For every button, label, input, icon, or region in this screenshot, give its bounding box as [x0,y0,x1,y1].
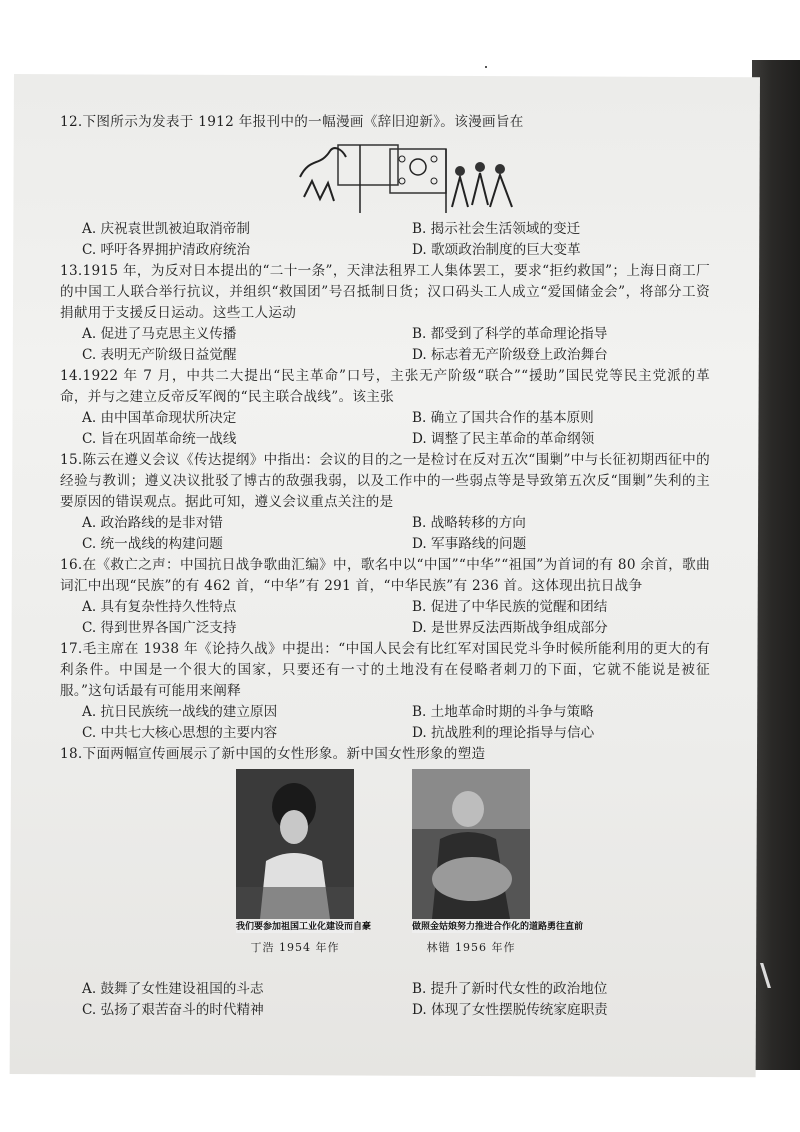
question-15-options [60,513,710,555]
option-c: C. 呼吁各界拥护清政府统治 [82,242,251,258]
option-b: B. 都受到了科学的革命理论指导 [412,326,608,342]
option-d: D. 调整了民主革命的革命纲领 [412,431,595,447]
question-list [60,112,710,1021]
option-d: D. 体现了女性摆脱传统家庭职责 [412,1002,608,1018]
option-b: B. 战略转移的方向 [412,515,526,531]
poster-2-credit: 林锴 1956 年作 [426,941,516,954]
question-16-stem: 16.在《救亡之声：中国抗日战争歌曲汇编》中，歌名中以“中国”“中华”“祖国”为首词的有 80 余首，歌曲词汇中出现“民族”的有 462 首，“中华”有 291 首，“中华民族”有 236 首。这体现出抗日战争 [60,557,710,594]
poster-1-credit: 丁浩 1954 年作 [250,941,340,954]
option-a: A. 由中国革命现状所决定 [82,410,237,426]
poster-2-image [412,769,530,919]
poster-1-banner: 我们要参加祖国工业化建设而自豪 [236,922,372,932]
question-17-stem: 17.毛主席在 1938 年《论持久战》中提出：“中国人民会有比红军对国民党斗争时候所能利用的更大的有利条件。中国是一个很大的国家，只要还有一寸的土地没有在侵略者刺刀的下面，它就不能说是被征服。”这句话最有可能用来阐释 [60,641,710,699]
question-14-options [60,408,710,450]
question-15-stem: 15.陈云在遵义会议《传达提纲》中指出：会议的目的之一是检讨在反对五次“围剿”中与长征初期西征中的经验与教训；遵义决议批驳了博古的敌强我弱，以及工作中的一些弱点等是导致第五次反“围剿”失利的主要原因的错误观点。据此可知，遵义会议重点关注的是 [60,452,710,510]
option-c: C. 得到世界各国广泛支持 [82,620,237,636]
cartoon-illustration [290,137,520,217]
option-b: B. 提升了新时代女性的政治地位 [412,981,608,997]
poster-1 [236,769,372,955]
question-14-stem: 14.1922 年 7 月，中共二大提出“民主革命”口号，主张无产阶级“联合”“援助”国民党等民主党派的革命，并与之建立反帝反军阀的“民主联合战线”。该主张 [60,368,710,405]
option-d: D. 歌颂政治制度的巨大变革 [412,242,581,258]
corner-glyph: \ [760,958,771,993]
option-d: D. 抗战胜利的理论指导与信心 [412,725,595,741]
option-d: D. 是世界反法西斯战争组成部分 [412,620,608,636]
option-a: A. 政治路线的是非对错 [82,515,223,531]
option-a: A. 促进了马克思主义传播 [82,326,237,342]
option-d: D. 标志着无产阶级登上政治舞台 [412,347,608,363]
option-b: B. 促进了中华民族的觉醒和团结 [412,599,608,615]
option-a: A. 庆祝袁世凯被迫取消帝制 [82,221,250,237]
poster-pair [60,769,710,979]
poster-1-image [236,769,354,919]
question-18-options [60,979,710,1021]
option-d: D. 军事路线的问题 [412,536,527,552]
option-c: C. 旨在巩固革命统一战线 [82,431,237,447]
option-b: B. 土地革命时期的斗争与策略 [412,704,594,720]
option-b: B. 确立了国共合作的基本原则 [412,410,594,426]
option-c: C. 中共七大核心思想的主要内容 [82,725,278,741]
option-c: C. 弘扬了艰苦奋斗的时代精神 [82,1002,264,1018]
option-b: B. 揭示社会生活领域的变迁 [412,221,581,237]
speck [485,66,487,68]
question-18-stem: 18.下面两幅宣传画展示了新中国的女性形象。新中国女性形象的塑造 [60,746,486,762]
question-13-stem: 13.1915 年，为反对日本提出的“二十一条”，天津法租界工人集体罢工，要求“拒约救国”；上海日商工厂的中国工人联合举行抗议，并组织“救国团”号召抵制日货；汉口码头工人成立“爱国储金会”，将部分工资捐献用于支援反日运动。这些工人运动 [60,263,710,321]
poster-2 [412,769,584,955]
poster-2-banner: 做照金姑娘努力推进合作化的道路勇往直前 [412,922,584,932]
question-17-options [60,702,710,744]
question-12-stem: 12.下图所示为发表于 1912 年报刊中的一幅漫画《辞旧迎新》。该漫画旨在 [60,114,524,130]
option-a: A. 具有复杂性持久性特点 [82,599,237,615]
option-c: C. 表明无产阶级日益觉醒 [82,347,237,363]
question-12-options [60,219,710,261]
question-16-options [60,597,710,639]
option-c: C. 统一战线的构建问题 [82,536,223,552]
question-13-options [60,324,710,366]
option-a: A. 鼓舞了女性建设祖国的斗志 [82,981,264,997]
option-a: A. 抗日民族统一战线的建立原因 [82,704,278,720]
cartoon-drawing [290,137,520,217]
